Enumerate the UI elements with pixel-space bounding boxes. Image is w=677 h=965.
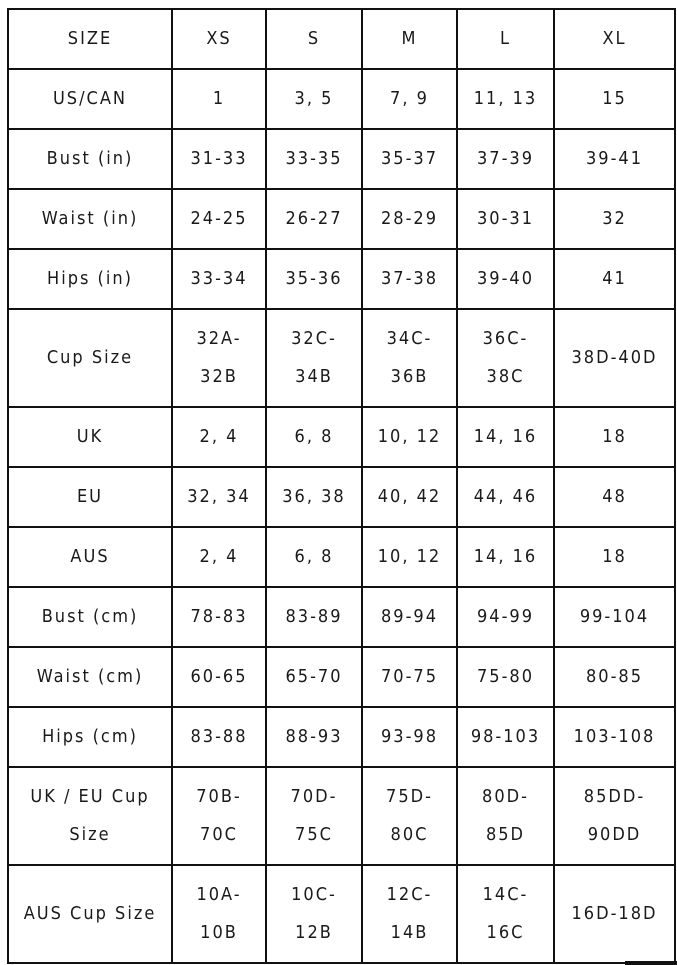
header-row: [8, 9, 675, 69]
table-cell: 31-33: [172, 129, 266, 189]
table-cell: 75-80: [457, 647, 554, 707]
table-cell: 18: [554, 527, 675, 587]
table-cell: 89-94: [362, 587, 457, 647]
table-cell: 83-89: [266, 587, 362, 647]
table-cell: 11, 13: [457, 69, 554, 129]
table-cell: 16D-18D: [554, 865, 675, 963]
table-cell: 10, 12: [362, 407, 457, 467]
table-cell: 44, 46: [457, 467, 554, 527]
table-cell: 33-35: [266, 129, 362, 189]
table-cell: 38D-40D: [554, 309, 675, 407]
table-cell: 35-36: [266, 249, 362, 309]
table-cell: 26-27: [266, 189, 362, 249]
table-row: [8, 189, 675, 249]
table-cell: 37-38: [362, 249, 457, 309]
table-cell: 83-88: [172, 707, 266, 767]
row-label: Cup Size: [8, 309, 172, 407]
table-cell: 2, 4: [172, 407, 266, 467]
table-row: [8, 707, 675, 767]
table-cell: 24-25: [172, 189, 266, 249]
table-row: [8, 527, 675, 587]
table-cell: 65-70: [266, 647, 362, 707]
table-row: [8, 647, 675, 707]
table-cell: 7, 9: [362, 69, 457, 129]
table-row: [8, 407, 675, 467]
table-cell: 80D- 85D: [457, 767, 554, 865]
table-cell: 32C- 34B: [266, 309, 362, 407]
header-cell-m: M: [362, 9, 457, 69]
table-cell: 39-41: [554, 129, 675, 189]
row-label: Hips (in): [8, 249, 172, 309]
row-label: Waist (in): [8, 189, 172, 249]
table-row: [8, 249, 675, 309]
table-row: [8, 767, 675, 865]
table-cell: 1: [172, 69, 266, 129]
header-cell-l: L: [457, 9, 554, 69]
header-cell-s: S: [266, 9, 362, 69]
row-label: Hips (cm): [8, 707, 172, 767]
header-cell-size: SIZE: [8, 9, 172, 69]
table-cell: 12C- 14B: [362, 865, 457, 963]
table-cell: 14, 16: [457, 407, 554, 467]
table-cell: 6, 8: [266, 407, 362, 467]
table-cell: 32A- 32B: [172, 309, 266, 407]
table-cell: 103-108: [554, 707, 675, 767]
table-row: [8, 865, 675, 963]
table-cell: 93-98: [362, 707, 457, 767]
table-cell: 6, 8: [266, 527, 362, 587]
size-chart-table: [7, 8, 676, 964]
row-label: UK: [8, 407, 172, 467]
table-cell: 2, 4: [172, 527, 266, 587]
table-cell: 80-85: [554, 647, 675, 707]
table-cell: 37-39: [457, 129, 554, 189]
table-cell: 75D- 80C: [362, 767, 457, 865]
table-row: [8, 129, 675, 189]
row-label: Bust (cm): [8, 587, 172, 647]
table-cell: 28-29: [362, 189, 457, 249]
bottom-right-divider: [625, 961, 677, 965]
table-cell: 3, 5: [266, 69, 362, 129]
table-cell: 10C- 12B: [266, 865, 362, 963]
table-cell: 10, 12: [362, 527, 457, 587]
table-cell: 34C- 36B: [362, 309, 457, 407]
table-cell: 88-93: [266, 707, 362, 767]
header-cell-xl: XL: [554, 9, 675, 69]
table-cell: 35-37: [362, 129, 457, 189]
table-cell: 33-34: [172, 249, 266, 309]
table-cell: 39-40: [457, 249, 554, 309]
table-cell: 14, 16: [457, 527, 554, 587]
table-cell: 41: [554, 249, 675, 309]
table-cell: 48: [554, 467, 675, 527]
table-cell: 36C- 38C: [457, 309, 554, 407]
table-cell: 78-83: [172, 587, 266, 647]
table-cell: 36, 38: [266, 467, 362, 527]
row-label: Bust (in): [8, 129, 172, 189]
table-cell: 14C- 16C: [457, 865, 554, 963]
table-cell: 70-75: [362, 647, 457, 707]
table-cell: 40, 42: [362, 467, 457, 527]
table-cell: 15: [554, 69, 675, 129]
table-cell: 99-104: [554, 587, 675, 647]
table-row: [8, 467, 675, 527]
table-row: [8, 587, 675, 647]
row-label: EU: [8, 467, 172, 527]
table-cell: 10A- 10B: [172, 865, 266, 963]
table-cell: 18: [554, 407, 675, 467]
table-cell: 70B- 70C: [172, 767, 266, 865]
table-cell: 32, 34: [172, 467, 266, 527]
table-cell: 85DD- 90DD: [554, 767, 675, 865]
table-cell: 70D- 75C: [266, 767, 362, 865]
table-cell: 30-31: [457, 189, 554, 249]
row-label: UK / EU Cup Size: [8, 767, 172, 865]
row-label: Waist (cm): [8, 647, 172, 707]
table-cell: 60-65: [172, 647, 266, 707]
table-cell: 98-103: [457, 707, 554, 767]
row-label: AUS Cup Size: [8, 865, 172, 963]
table-cell: 94-99: [457, 587, 554, 647]
table-row: [8, 309, 675, 407]
table-row: [8, 69, 675, 129]
row-label: AUS: [8, 527, 172, 587]
header-cell-xs: XS: [172, 9, 266, 69]
table-cell: 32: [554, 189, 675, 249]
row-label: US/CAN: [8, 69, 172, 129]
